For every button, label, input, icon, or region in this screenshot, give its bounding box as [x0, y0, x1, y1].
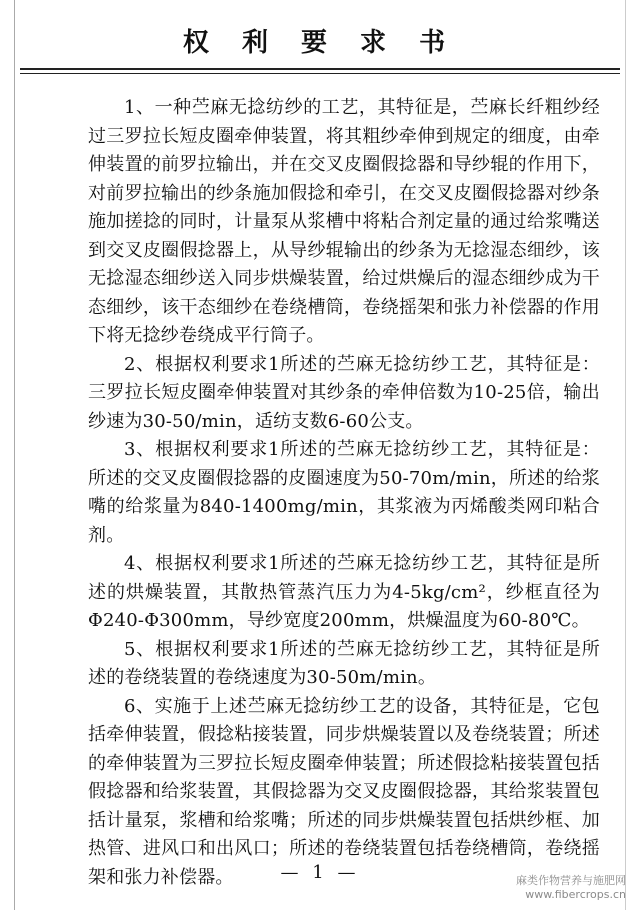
claim-4: 4、根据权利要求1所述的苎麻无捻纺纱工艺，其特征是所述的烘燥装置，其散热管蒸汽压力为4-5kg/cm²，纱框直径为Φ240-Φ300mm，导纱宽度200mm，烘燥温度为60-80℃。 [88, 553, 600, 631]
claim-1: 1、一种苎麻无捻纺纱的工艺，其特征是，苎麻长纤粗纱经过三罗拉长短皮圈牵伸装置，将其粗纱牵伸到规定的细度，由牵伸装置的前罗拉输出，并在交叉皮圈假捻器和导纱辊的作用下，对前罗拉输出的纱条施加假捻和牵引，在交叉皮圈假捻器对纱条施加搓捻的同时，计量泵从浆槽中将粘合剂定量的通过给浆嘴送到交叉皮圈假捻器上，从导纱辊输出的纱条为无捻湿态细纱，该无捻湿态细纱送入同步烘燥装置，给过烘燥后的湿态细纱成为干态细纱，该干态细纱在卷绕槽筒，卷绕摇架和张力补偿器的作用下将无捻纱卷绕成平行筒子。 [88, 97, 600, 346]
page-number: — 1 — [280, 862, 360, 883]
header-rule [20, 68, 620, 70]
claims-body [88, 94, 600, 892]
claim-2: 2、根据权利要求1所述的苎麻无捻纺纱工艺，其特征是：三罗拉长短皮圈牵伸装置对其纱条的牵伸倍数为10-25倍，输出纱速为30-50/min，适纺支数6-60公支。 [88, 353, 600, 432]
header-rule-thin [20, 73, 620, 74]
page-margin-line [14, 0, 15, 910]
watermark [516, 874, 626, 902]
page-title: 权 利 要 求 书 [182, 28, 458, 58]
page-margin-line-right [625, 0, 626, 910]
watermark-line-1: 麻类作物营养与施肥网 [516, 874, 626, 887]
claim-6: 6、实施于上述苎麻无捻纺纱工艺的设备，其特征是，它包括牵伸装置，假捻粘接装置，同步烘燥装置以及卷绕装置；所述的牵伸装置为三罗拉长短皮圈牵伸装置；所述假捻粘接装置包括假捻器和给浆装置，其假捻器为交叉皮圈假捻器，其给浆装置包括计量泵，浆槽和给浆嘴；所述的同步烘燥装置包括烘纱框、加热管、进风口和出风口；所述的卷绕装置包括卷绕槽筒，卷绕摇架和张力补偿器。 [88, 695, 600, 888]
claim-5: 5、根据权利要求1所述的苎麻无捻纺纱工艺，其特征是所述的卷绕装置的卷绕速度为30-50m/min。 [88, 638, 600, 688]
watermark-line-2: www.fibercrops.cn [525, 888, 626, 901]
claim-3: 3、根据权利要求1所述的苎麻无捻纺纱工艺，其特征是：所述的交叉皮圈假捻器的皮圈速度为50-70m/min，所述的给浆嘴的给浆量为840-1400mg/min，其浆液为丙烯酸类网印粘合剂。 [88, 439, 600, 546]
